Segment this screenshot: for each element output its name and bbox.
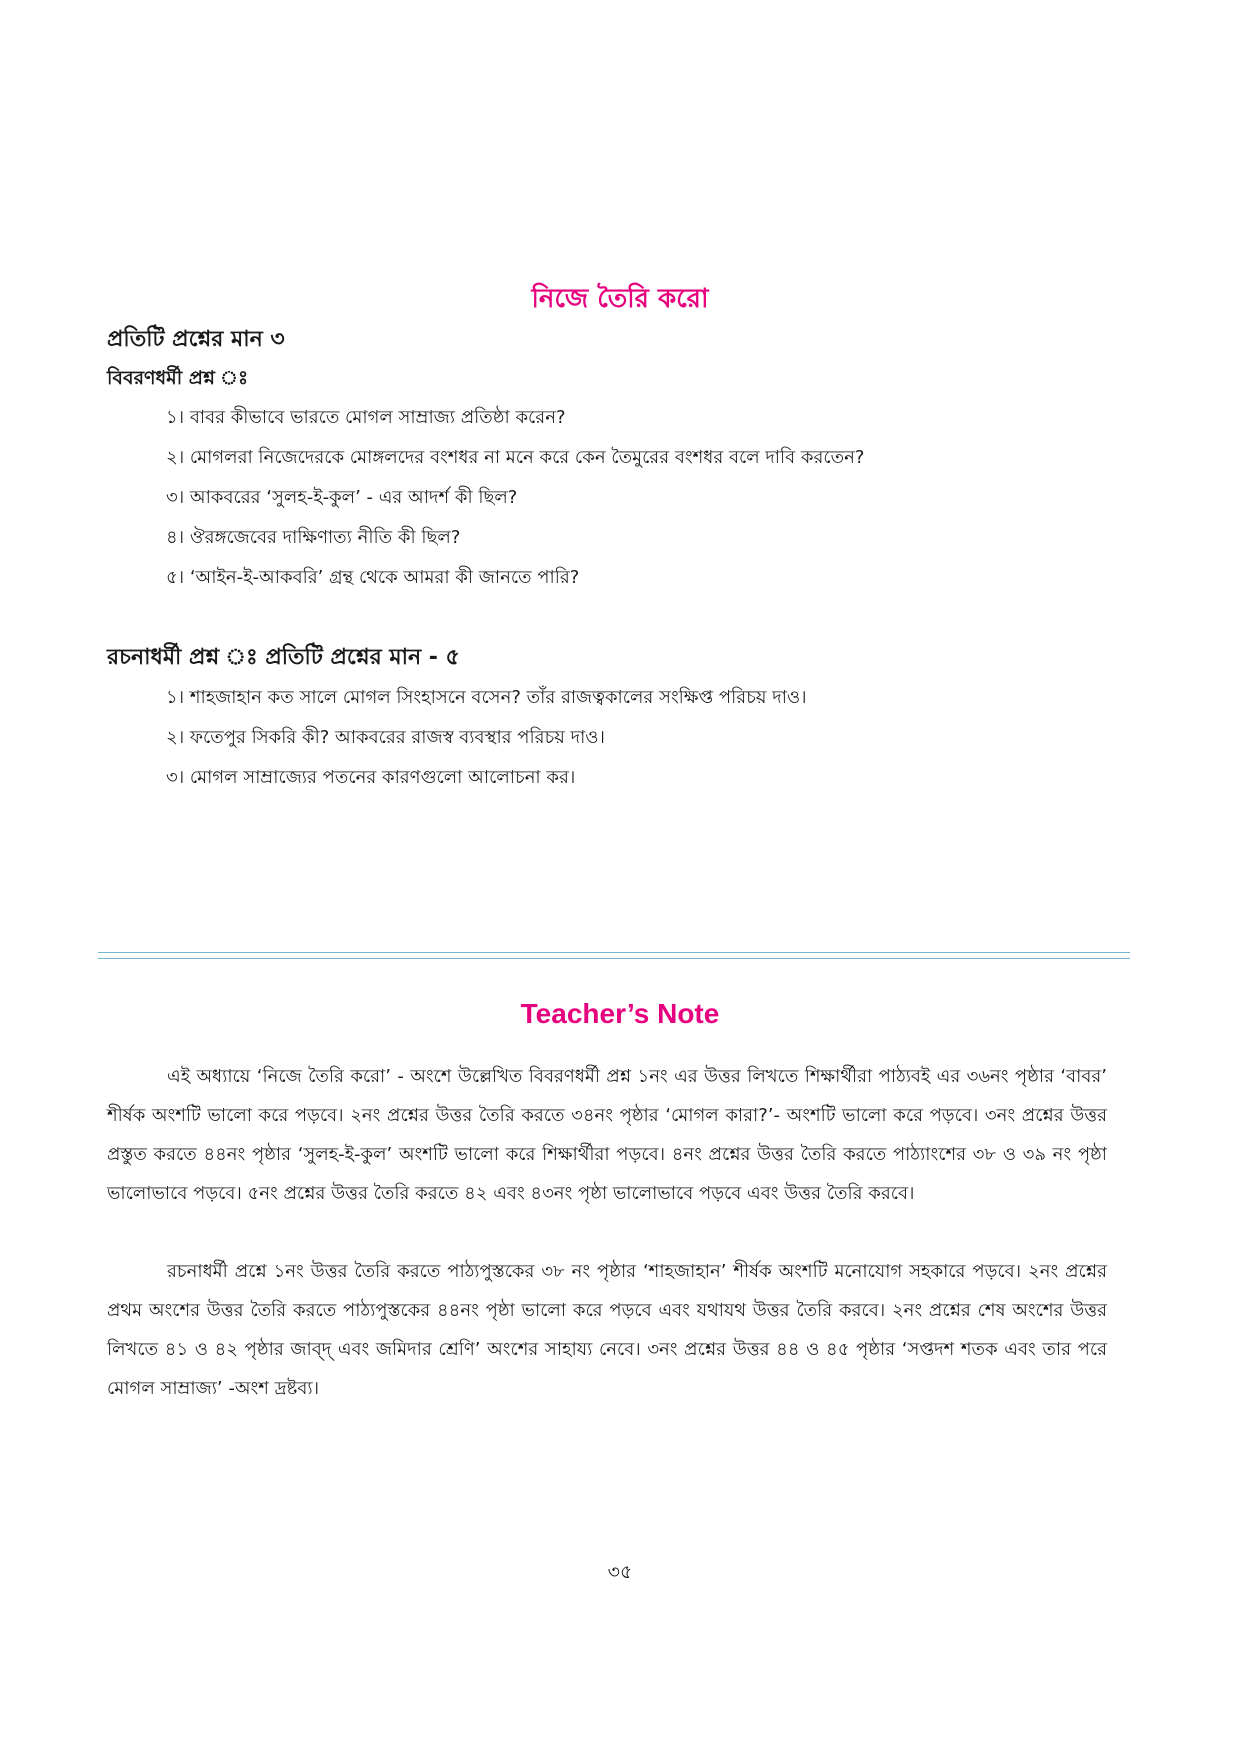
- list-item: ২। ফতেপুর সিকরি কী? আকবরের রাজস্ব ব্যবস্থার পরিচয় দাও।: [166, 727, 605, 748]
- teachers-note-paragraph: এই অধ্যায়ে ‘নিজে তৈরি করো’ - অংশে উল্লেখিত বিবরণধর্মী প্রশ্ন ১নং এর উত্তর লিখতে শিক্ষার্থীরা পাঠ্যবই এর ৩৬নং পৃষ্ঠার ‘বাবর’ শীর্ষক অংশটি ভালো করে পড়বে। ২নং প্রশ্নের উত্তর তৈরি করতে ৩৪নং পৃষ্ঠার ‘মোগল কারা?’- অংশটি ভালো করে পড়বে। ৩নং প্রশ্নের উত্তর প্রস্তুত করতে ৪৪নং পৃষ্ঠার ‘সুলহ-ই-কুল’ অংশটি ভালো করে শিক্ষার্থীরা পড়বে। ৪নং প্রশ্নের উত্তর তৈরি করতে পাঠ্যাংশের ৩৮ ও ৩৯ নং পৃষ্ঠা ভালোভাবে পড়বে। ৫নং প্রশ্নের উত্তর তৈরি করতে ৪২ এবং ৪৩নং পৃষ্ঠা ভালোভাবে পড়বে এবং উত্তর তৈরি করবে।: [107, 1066, 1107, 1204]
- divider: [98, 952, 1130, 953]
- teachers-note-paragraph: রচনাধর্মী প্রশ্নে ১নং উত্তর তৈরি করতে পাঠ্যপুস্তকের ৩৮ নং পৃষ্ঠার ‘শাহজাহান’ শীর্ষক অংশটি মনোযোগ সহকারে পড়বে। ২নং প্রশ্নের প্রথম অংশের উত্তর তৈরি করতে পাঠ্যপুস্তকের ৪৪নং পৃষ্ঠা ভালো করে পড়বে এবং যথাযথ উত্তর তৈরি করবে। ২নং প্রশ্নের শেষ অংশের উত্তর লিখতে ৪১ ও ৪২ পৃষ্ঠার জাব্‌দ্ এবং জমিদার শ্রেণি’ অংশের সাহায্য নেবে। ৩নং প্রশ্নের উত্তর ৪৪ ও ৪৫ পৃষ্ঠার ‘সপ্তদশ শতক এবং তার পরে মোগল সাম্রাজ্য’ -অংশ দ্রষ্টব্য।: [107, 1261, 1107, 1399]
- essay-heading: রচনাধর্মী প্রশ্ন ঃ প্রতিটি প্রশ্নের মান - ৫: [107, 645, 460, 670]
- list-item: ৪। ঔরঙ্গজেবের দাক্ষিণাত্য নীতি কী ছিল?: [166, 527, 461, 548]
- list-item: ২। মোগলরা নিজেদেরকে মোঙ্গলদের বংশধর না মনে করে কেন তৈমুরের বংশধর বলে দাবি করতেন?: [166, 447, 865, 468]
- essay-question-list: [166, 678, 807, 798]
- divider: [98, 958, 1130, 959]
- list-item: ১। শাহজাহান কত সালে মোগল সিংহাসনে বসেন? তাঁর রাজত্বকালের সংক্ষিপ্ত পরিচয় দাও।: [166, 687, 807, 708]
- teachers-note-title: Teacher’s Note: [520, 998, 720, 1029]
- page-number: ৩৫: [607, 1561, 633, 1583]
- marks-heading: প্রতিটি প্রশ্নের মান ৩: [107, 327, 285, 352]
- list-item: ৫। ‘আইন-ই-আকবরি’ গ্রন্থ থেকে আমরা কী জানতে পারি?: [166, 567, 580, 588]
- list-item: ৩। মোগল সাম্রাজ্যের পতনের কারণগুলো আলোচনা কর।: [166, 767, 576, 788]
- list-item: ৩। আকবরের ‘সুলহ-ই-কুল’ - এর আদর্শ কী ছিল?: [166, 487, 518, 508]
- list-item: ১। বাবর কীভাবে ভারতে মোগল সাম্রাজ্য প্রতিষ্ঠা করেন?: [166, 407, 566, 428]
- exercise-title: নিজে তৈরি করো: [531, 284, 709, 314]
- descriptive-question-list: [166, 398, 864, 598]
- descriptive-label: বিবরণধর্মী প্রশ্ন ঃ: [107, 367, 249, 389]
